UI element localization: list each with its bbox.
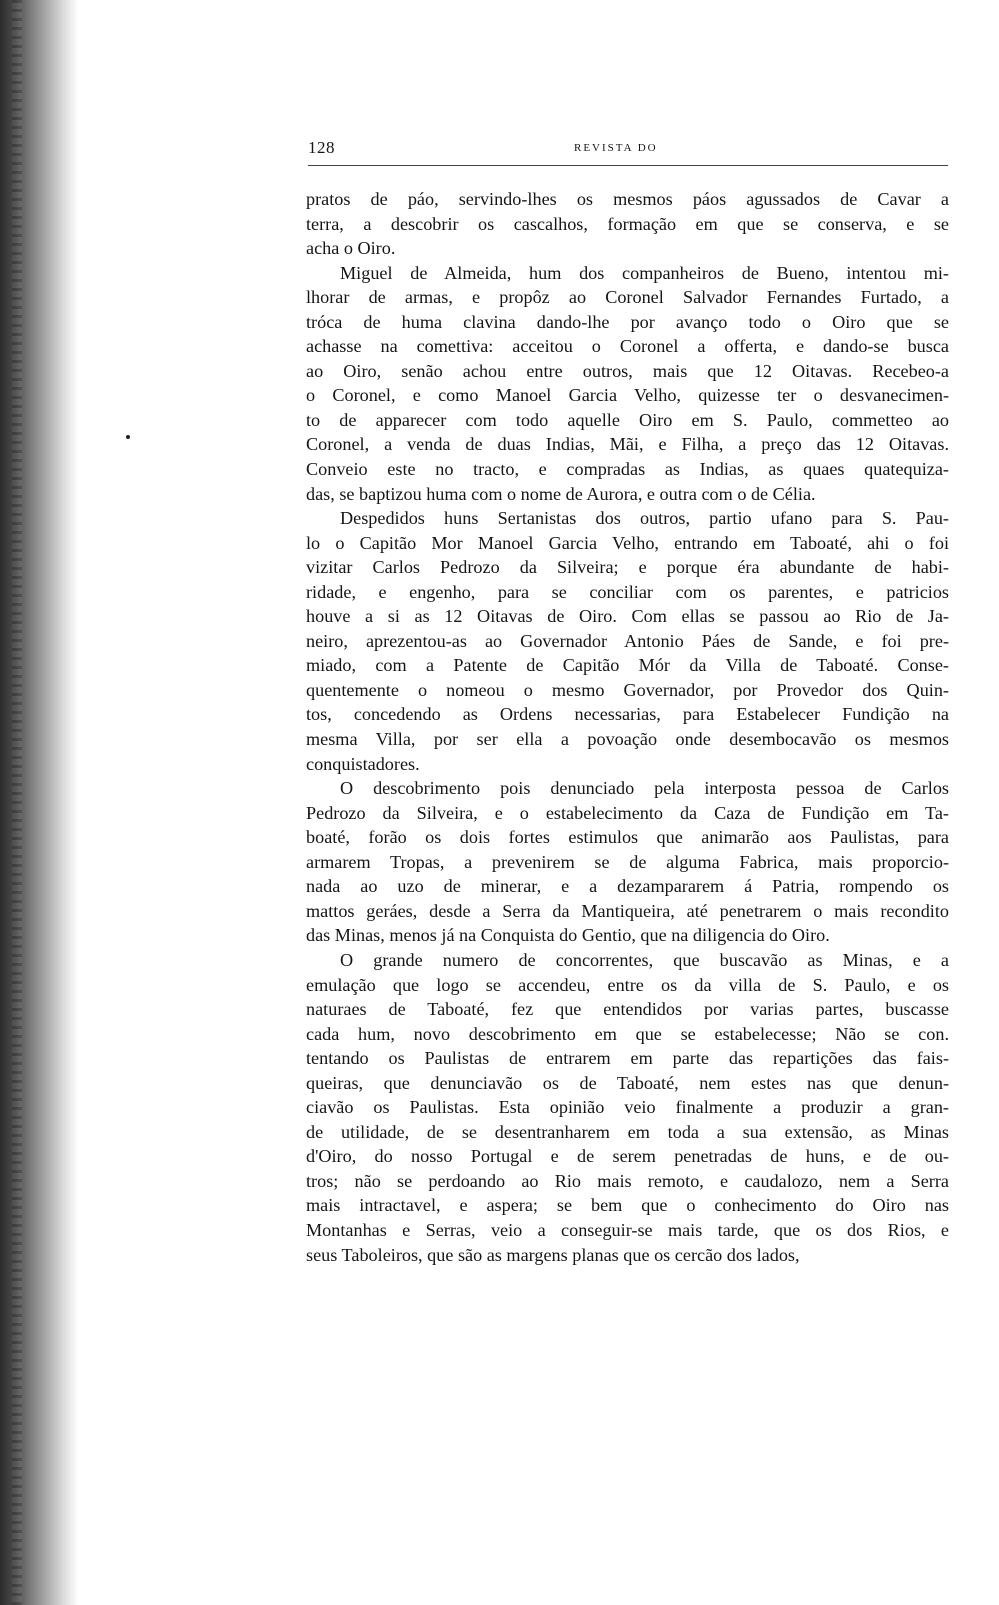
text-line: mattos geráes, desde a Serra da Mantiqueira, até penetrarem o mais recondito <box>306 900 949 921</box>
text-line: mesma Villa, por ser ella a povoação onde desembocavão os mesmos <box>306 729 949 750</box>
margin-speck <box>126 435 130 439</box>
header-rule <box>308 165 948 166</box>
text-line: quentemente o nomeou o mesmo Governador, por Provedor dos Quin- <box>306 679 949 700</box>
text-line: Miguel de Almeida, hum dos companheiros de Bueno, intentou mi- <box>340 262 949 283</box>
text-line: ciavão os Paulistas. Esta opinião veio finalmente a produzir a gran- <box>306 1097 949 1118</box>
text-line: tos, concedendo as Ordens necessarias, para Estabelecer Fundição na <box>306 704 949 725</box>
page-number: 128 <box>308 138 335 157</box>
paragraph <box>306 187 949 261</box>
text-line: achasse na comettiva: acceitou o Coronel a offerta, e dando-se busca <box>306 336 949 357</box>
text-line: terra, a descobrir os cascalhos, formação em que se conserva, e se <box>306 213 949 234</box>
text-line: tros; não se perdoando ao Rio mais remoto, e caudalozo, nem a Serra <box>306 1170 949 1191</box>
text-line: houve a si as 12 Oitavas de Oiro. Com ellas se passou ao Rio de Ja- <box>306 606 949 627</box>
text-line: O descobrimento pois denunciado pela interposta pessoa de Carlos <box>340 778 949 799</box>
paragraph <box>306 776 949 948</box>
text-line: d'Oiro, do nosso Portugal e de serem penetradas de huns, e de ou- <box>306 1146 949 1167</box>
text-line: Despedidos huns Sertanistas dos outros, partio ufano para S. Pau- <box>340 508 949 529</box>
paragraph <box>306 506 949 776</box>
text-line: O grande numero de concorrentes, que buscavão as Minas, e a <box>340 949 949 970</box>
text-line: ridade, e engenho, para se conciliar com os parentes, e patricios <box>306 581 949 602</box>
text-line: neiro, aprezentou-as ao Governador Antonio Páes de Sande, e foi pre- <box>306 630 949 651</box>
text-line: lhorar de armas, e propôz ao Coronel Salvador Fernandes Furtado, a <box>306 287 949 308</box>
text-line: boaté, forão os dois fortes estimulos que animarão aos Paulistas, para <box>306 827 949 848</box>
text-line: miado, com a Patente de Capitão Mór da Villa de Taboaté. Conse- <box>306 655 949 676</box>
text-line: armarem Tropas, a prevenirem se de alguma Fabrica, mais proporcio- <box>306 851 949 872</box>
text-line: Pedrozo da Silveira, e o estabelecimento da Caza de Fundição em Ta- <box>306 802 949 823</box>
text-line: emulação que logo se accendeu, entre os da villa de S. Paulo, e os <box>306 974 949 995</box>
text-line: lo o Capitão Mor Manoel Garcia Velho, entrando em Taboaté, ahi o foi <box>306 532 949 553</box>
text-line: to de apparecer com todo aquelle Oiro em S. Paulo, commetteo ao <box>306 409 949 430</box>
text-line: o Coronel, e como Manoel Garcia Velho, quizesse ter o desvanecimen- <box>306 385 949 406</box>
text-line: conquistadores. <box>306 753 420 774</box>
text-line: naturaes de Taboaté, fez que entendidos por varias partes, buscasse <box>306 999 949 1020</box>
text-line: pratos de páo, servindo-lhes os mesmos páos agussados de Cavar a <box>306 189 949 209</box>
paragraph <box>306 261 949 506</box>
running-head: REVISTA DO <box>574 142 658 154</box>
text-line: tentando os Paulistas de entrarem em parte das repartições das fais- <box>306 1048 949 1069</box>
body-text <box>306 187 949 1267</box>
text-line: acha o Oiro. <box>306 238 396 259</box>
text-line: das Minas, menos já na Conquista do Gentio, que na diligencia do Oiro. <box>306 925 830 946</box>
text-line: ao Oiro, senão achou entre outros, mais que 12 Oitavas. Recebeo-a <box>306 360 949 381</box>
book-binding-edge <box>0 0 78 1605</box>
page-header <box>308 132 948 172</box>
text-line: queiras, que denunciavão os de Taboaté, nem estes nas que denun- <box>306 1072 949 1093</box>
text-line: de utilidade, de se desentranharem em toda a sua extensão, as Minas <box>306 1121 949 1142</box>
text-line: Coronel, a venda de duas Indias, Mãi, e Filha, a preço das 12 Oitavas. <box>306 434 949 455</box>
text-line: Montanhas e Serras, veio a conseguir-se mais tarde, que os dos Rios, e <box>306 1219 949 1240</box>
paragraph <box>306 948 949 1267</box>
text-line: mais intractavel, e aspera; se bem que o conhecimento do Oiro nas <box>306 1195 949 1216</box>
text-line: Conveio este no tracto, e compradas as Indias, as quaes quatequiza- <box>306 459 949 480</box>
text-line: seus Taboleiros, que são as margens planas que os cercão dos lados, <box>306 1244 800 1265</box>
text-line: das, se baptizou huma com o nome de Aurora, e outra com o de Célia. <box>306 483 816 504</box>
text-line: cada hum, novo descobrimento em que se estabelecesse; Não se con. <box>306 1023 949 1044</box>
text-line: tróca de huma clavina dando-lhe por avanço todo o Oiro que se <box>306 311 949 332</box>
text-line: nada ao uzo de minerar, e a dezampararem á Patria, rompendo os <box>306 876 949 897</box>
text-line: vizitar Carlos Pedrozo da Silveira; e porque éra abundante de habi- <box>306 557 949 578</box>
